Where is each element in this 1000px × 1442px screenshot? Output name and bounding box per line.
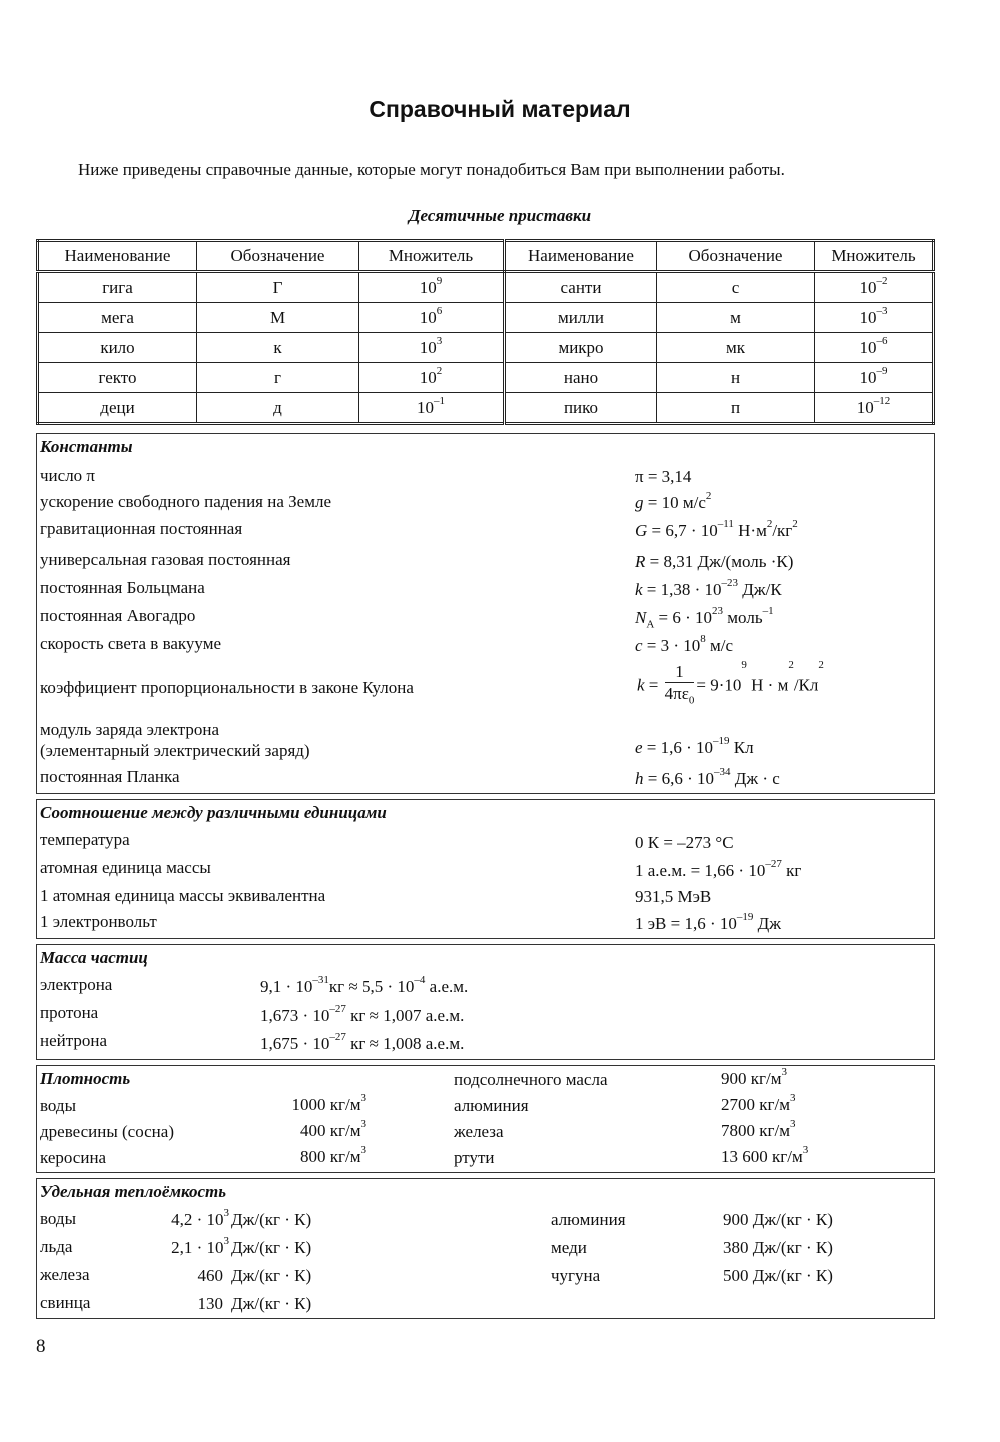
prefix-multiplier: $10^{-2}$ [815,272,934,303]
prefix-multiplier: $10^3$ [359,333,505,363]
prefix-row [38,363,934,393]
mass-value: $9,1 \cdot 10^{-31}кг \approx 5,5 \cdot 10^{-4}$ а.е.м. [260,974,469,996]
prefix-symbol: Г [197,272,359,303]
prefix-name: деци [38,393,197,424]
heat-value: 460 [197,1266,223,1285]
const-value: $k = 1,38 \cdot 10^{-23}$ Дж/К [635,577,782,599]
const-value: $c = 3 \cdot 10^8$ м/с [635,633,734,655]
prefix-row [38,303,934,333]
prefix-name: микро [505,333,657,363]
heat-label: воды [40,1209,76,1228]
prefix-symbol: к [197,333,359,363]
heat-box [36,1178,935,1319]
unit-label: атомная единица массы [40,858,211,877]
heat-value: 380 Дж/(кг · К) [723,1238,833,1257]
prefix-name: пико [505,393,657,424]
prefix-multiplier: $10^9$ [359,272,505,303]
const-label: постоянная Авогадро [40,606,196,625]
heat-unit: Дж/(кг · К) [231,1210,312,1229]
units-heading: Соотношение между различными единицами [40,803,387,822]
prefix-symbol: н [657,363,815,393]
unit-value: 1 а.е.м. = $1,66 \cdot 10^{-27}$ кг [635,858,802,880]
prefixes-header-row [38,241,934,272]
prefix-symbol: д [197,393,359,424]
prefix-row [38,272,934,303]
prefix-multiplier: $10^2$ [359,363,505,393]
heat-label: меди [551,1238,587,1257]
unit-value: 0 К = –273 °С [635,833,734,852]
mass-label: нейтрона [40,1031,108,1050]
density-value: 400 $кг/м^3$ [300,1118,366,1140]
page-title: Справочный материал [369,96,631,122]
prefix-name: милли [505,303,657,333]
col-header: Множитель [815,241,934,272]
const-label: модуль заряда электрона [40,720,220,739]
const-label: постоянная Больцмана [40,578,205,597]
const-value: π = 3,14 [635,467,692,486]
prefix-row [38,333,934,363]
heat-unit: Дж/(кг · К) [231,1294,312,1313]
unit-value: 1 эВ = $1,6 \cdot 10^{-19}$ Дж [635,911,781,933]
const-label: число π [40,466,96,485]
heat-heading: Удельная теплоёмкость [40,1182,227,1201]
prefix-multiplier: $10^{-3}$ [815,303,934,333]
col-header: Множитель [359,241,505,272]
prefix-name: гекто [38,363,197,393]
const-label: постоянная Планка [40,767,180,786]
prefix-row [38,393,934,424]
heat-label: свинца [40,1293,91,1312]
density-value: 2700 $кг/м^3$ [721,1092,796,1114]
prefixes-table [36,239,935,425]
mass-heading: Масса частиц [40,948,148,967]
prefix-multiplier: $10^{-1}$ [359,393,505,424]
const-label: универсальная газовая постоянная [40,550,291,569]
intro-text: Ниже приведены справочные данные, которые могут понадобиться Вам при выполнении работы. [78,160,785,179]
const-value: $N_A = 6 \cdot 10^{23}$ моль$^{-1}$ [635,605,774,631]
density-heading: Плотность [40,1069,131,1088]
col-header: Обозначение [657,241,815,272]
heat-label: чугуна [551,1266,601,1285]
const-value: $h = 6,6 \cdot 10^{-34}$ Дж · с [635,766,780,788]
const-value: g = 10 $м/с^2$ [635,490,712,512]
prefix-symbol: м [657,303,815,333]
prefix-name: нано [505,363,657,393]
unit-label: 1 электронвольт [40,912,157,931]
const-label: гравитационная постоянная [40,519,243,538]
constants-box [36,433,935,794]
heat-unit: Дж/(кг · К) [231,1266,312,1285]
prefix-multiplier: $10^{-9}$ [815,363,934,393]
prefix-name: мега [38,303,197,333]
prefix-multiplier: $10^{-12}$ [815,393,934,424]
density-label: воды [40,1096,76,1115]
const-value: R = 8,31 Дж/(моль ·К) [635,552,794,571]
density-value: 900 $кг/м^3$ [721,1066,787,1088]
prefix-multiplier: $10^6$ [359,303,505,333]
constants-heading: Константы [40,437,133,456]
density-value: 800 $кг/м^3$ [300,1144,366,1166]
mass-box [36,944,935,1060]
units-box [36,799,935,939]
heat-unit: Дж/(кг · К) [231,1238,312,1257]
unit-value: 931,5 МэВ [635,887,712,906]
col-header: Наименование [38,241,197,272]
density-value: 13 600 $кг/м^3$ [721,1144,809,1166]
density-label: керосина [40,1148,107,1167]
heat-value: 130 [197,1294,223,1313]
const-value: $e = 1,6 \cdot 10^{-19}$ Кл [635,735,754,757]
prefix-multiplier: $10^{-6}$ [815,333,934,363]
density-value: 7800 $кг/м^3$ [721,1118,796,1140]
const-label: ускорение свободного падения на Земле [40,492,331,511]
prefix-symbol: с [657,272,815,303]
density-label: подсолнечного масла [454,1070,608,1089]
prefixes-heading: Десятичные приставки [408,206,592,225]
const-label: скорость света в вакууме [40,634,222,653]
mass-label: протона [40,1003,99,1022]
heat-value: $2,1 \cdot 10^3$ [171,1235,229,1257]
col-header: Наименование [505,241,657,272]
density-label: алюминия [454,1096,529,1115]
density-box [36,1065,935,1173]
density-label: ртути [454,1148,495,1167]
prefix-name: санти [505,272,657,303]
heat-label: железа [40,1265,90,1284]
heat-value: 900 Дж/(кг · К) [723,1210,833,1229]
coulomb-fraction: $\frac{1}{4\pi\varepsilon_0}$ [664,662,695,707]
coulomb-formula: k = $\frac{1}{4\pi\varepsilon_0}$ = $9\cdot 10^9$ $Н \cdot м^2/Кл^2$ [637,662,824,711]
mass-label: электрона [40,975,113,994]
density-value: 1000 $кг/м^3$ [291,1092,366,1114]
density-label: железа [454,1122,504,1141]
prefix-name: кило [38,333,197,363]
const-label: (элементарный электрический заряд) [40,741,310,760]
mass-value: $1,675 \cdot 10^{-27}$ кг ≈ 1,008 а.е.м. [260,1031,465,1053]
mass-value: $1,673 \cdot 10^{-27}$ кг ≈ 1,007 а.е.м. [260,1003,465,1025]
prefix-symbol: М [197,303,359,333]
prefix-symbol: г [197,363,359,393]
unit-label: 1 атомная единица массы эквивалентна [40,886,326,905]
heat-value: $4,2 \cdot 10^3$ [171,1207,229,1229]
prefix-symbol: мк [657,333,815,363]
heat-label: алюминия [551,1210,626,1229]
const-value: $G = 6,7 \cdot 10^{-11}$ $Н\cdot м^2/кг^2$ [635,518,798,540]
heat-value: 500 Дж/(кг · К) [723,1266,833,1285]
prefix-symbol: п [657,393,815,424]
col-header: Обозначение [197,241,359,272]
unit-label: температура [40,830,130,849]
density-label: древесины (сосна) [40,1122,174,1141]
const-label: коэффициент пропорциональности в законе Кулона [40,678,414,697]
heat-label: льда [40,1237,73,1256]
page-number: 8 [36,1336,46,1357]
prefix-name: гига [38,272,197,303]
